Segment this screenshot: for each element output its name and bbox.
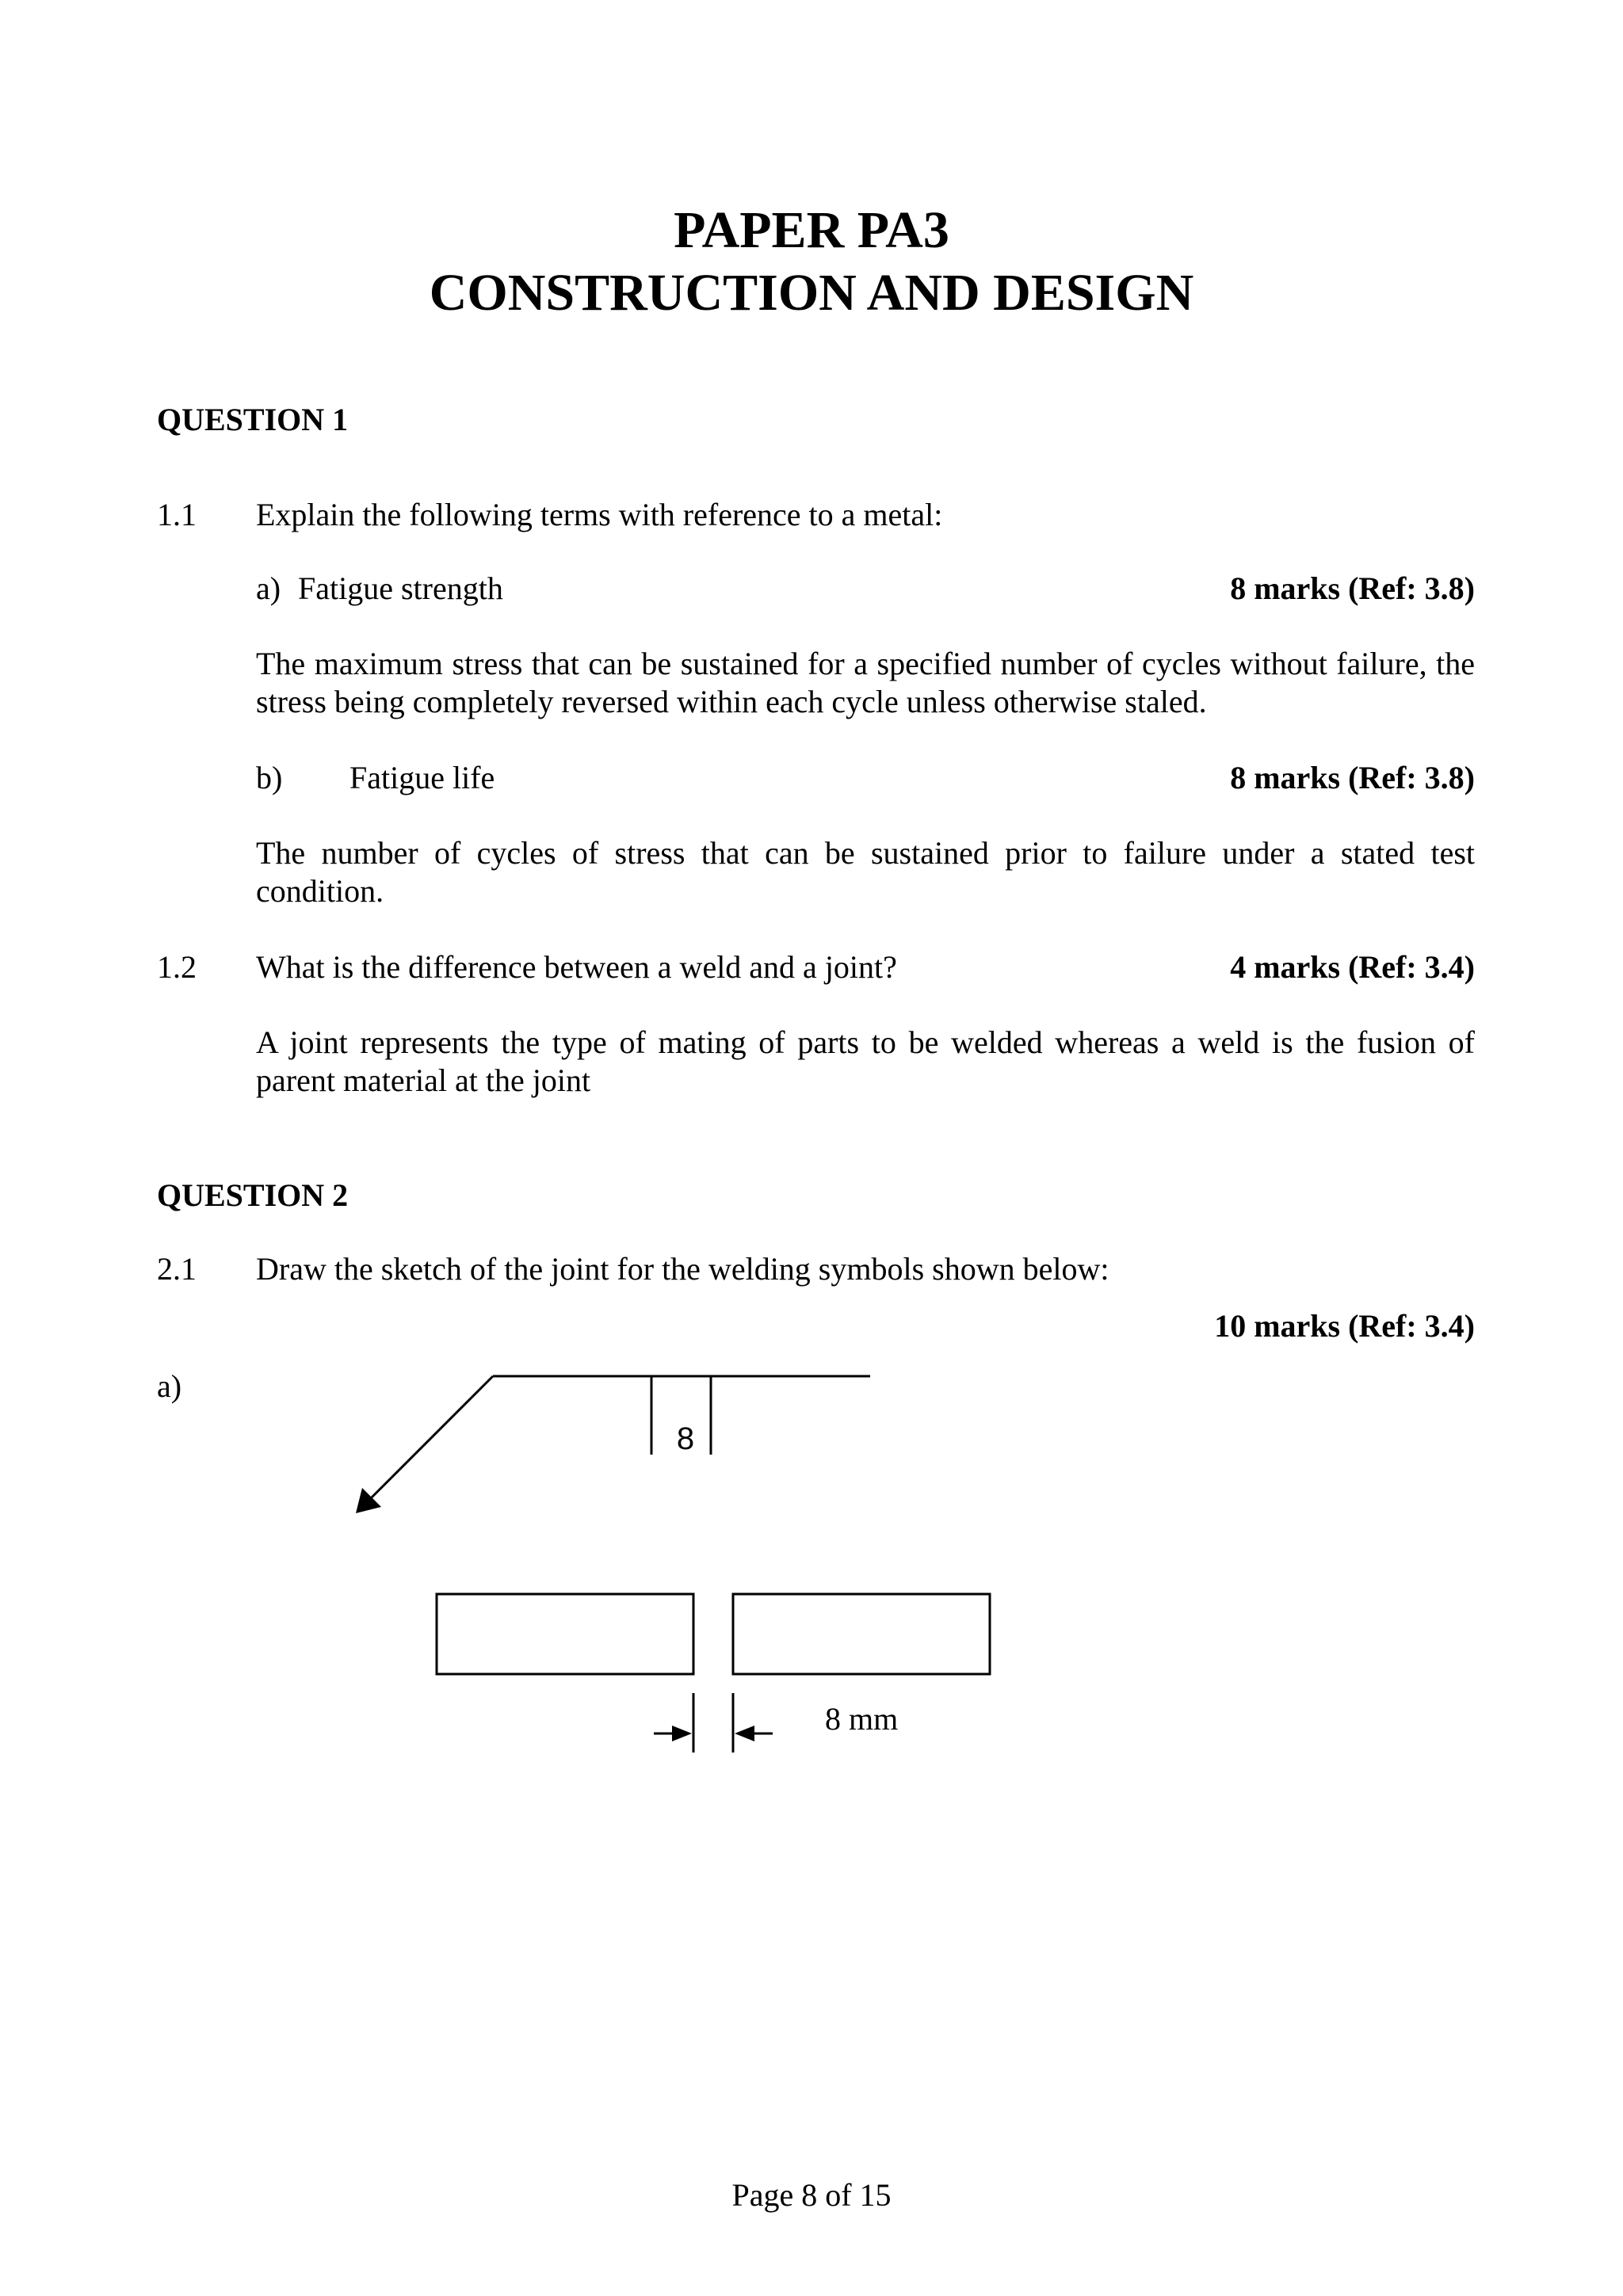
question-2-1-marks: 10 marks (Ref: 3.4) (1214, 1308, 1475, 1344)
page-number: Page 8 of 15 (731, 2177, 892, 2213)
right-plate (733, 1594, 990, 1674)
question-2-part-a-label: a) (157, 1368, 182, 1404)
question-2-1-number: 2.1 (157, 1251, 197, 1287)
part-a-label: a) (256, 570, 281, 606)
page-title-line2: CONSTRUCTION AND DESIGN (429, 264, 1194, 322)
page-title-line1: PAPER PA3 (674, 201, 949, 259)
question-1-heading: QUESTION 1 (157, 402, 349, 437)
left-plate (437, 1594, 693, 1674)
gap-arrow-left-icon (672, 1726, 692, 1741)
part-a-term: Fatigue strength (298, 570, 503, 606)
weld-symbol-dimension: 8 (676, 1421, 695, 1456)
question-1-2-answer: A joint represents the type of mating of parts to be welded whereas a weld is the fusion of parent material at the joint (256, 1024, 1475, 1098)
part-a-answer: The maximum stress that can be sustained for a specified number of cycles without failure, the stress being completely reversed within each cycle unless otherwise staled. (256, 646, 1475, 719)
question-2-heading: QUESTION 2 (157, 1177, 349, 1213)
gap-dimension-label: 8 mm (825, 1701, 899, 1737)
question-1-2-text: What is the difference between a weld and a joint? (256, 949, 897, 985)
question-1-1-text: Explain the following terms with reference to a metal: (256, 497, 943, 532)
question-2-1-text: Draw the sketch of the joint for the welding symbols shown below: (256, 1251, 1109, 1287)
arrow-leader-line (369, 1376, 493, 1500)
question-1-2-marks: 4 marks (Ref: 3.4) (1230, 949, 1475, 985)
gap-arrow-right-icon (735, 1726, 754, 1741)
part-b-term: Fatigue life (349, 760, 495, 795)
part-b-label: b) (256, 760, 283, 795)
part-b-marks: 8 marks (Ref: 3.8) (1230, 760, 1475, 795)
question-1-1-number: 1.1 (157, 497, 197, 532)
part-b-answer: The number of cycles of stress that can be sustained prior to failure under a stated test condition. (256, 835, 1475, 909)
question-1-2-number: 1.2 (157, 949, 197, 985)
part-a-marks: 8 marks (Ref: 3.8) (1230, 570, 1475, 606)
